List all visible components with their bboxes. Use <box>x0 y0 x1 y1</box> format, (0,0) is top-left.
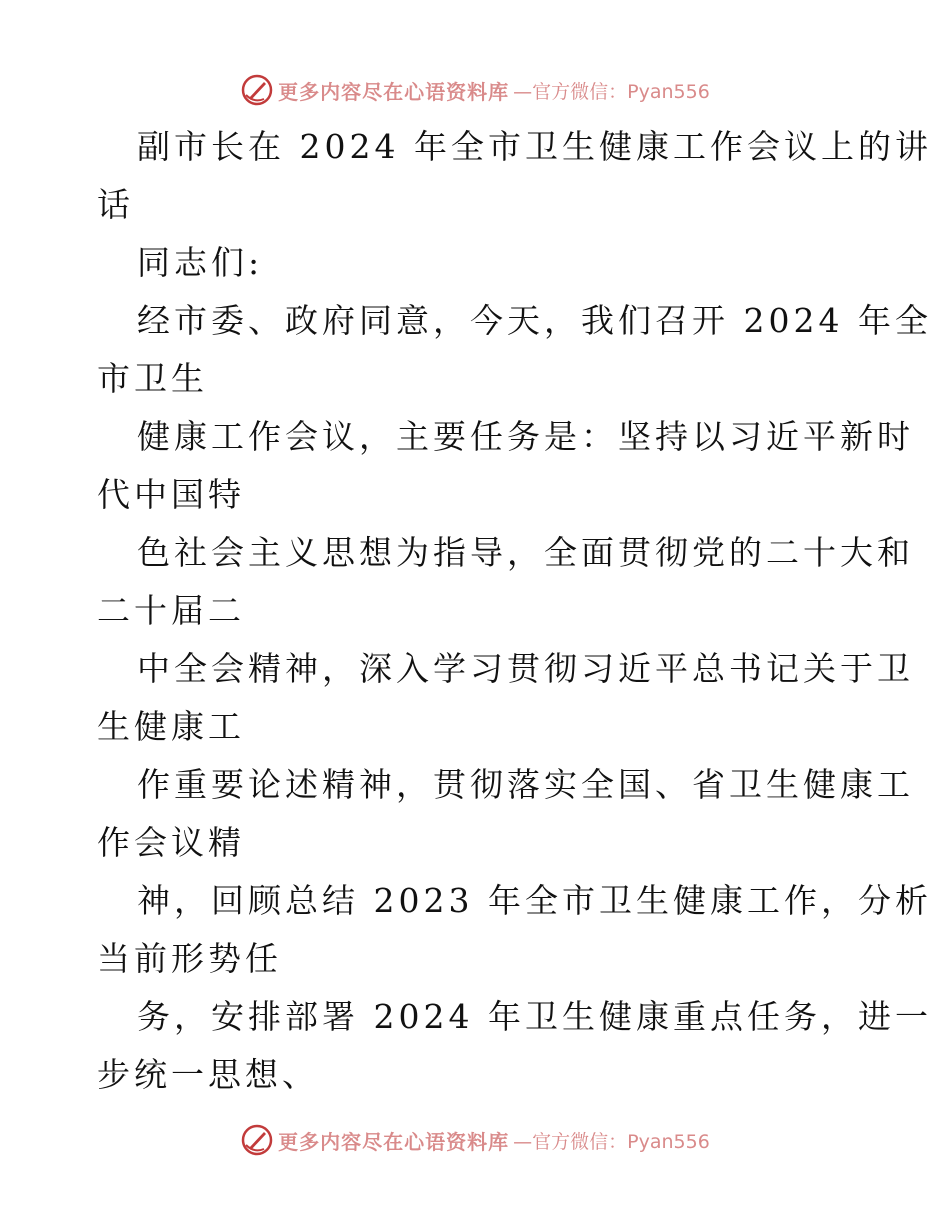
text-line: 当前形势任 <box>97 939 282 978</box>
text-line: 中全会精神，深入学习贯彻习近平总书记关于卫 <box>137 649 914 688</box>
banner-wechat-text: —官方微信：Pyan556 <box>513 1130 710 1153</box>
text-line: 务，安排部署 2024 年卫生健康重点任务，进一 <box>137 997 932 1036</box>
title-line-2: 话 <box>97 185 134 224</box>
text-line: 色社会主义思想为指导，全面贯彻党的二十大和 <box>137 533 914 572</box>
feather-pen-icon <box>240 73 274 107</box>
banner-wechat-text: —官方微信：Pyan556 <box>513 80 710 103</box>
title-line-1: 副市长在 2024 年全市卫生健康工作会议上的讲 <box>137 127 932 166</box>
text-line: 市卫生 <box>97 359 208 398</box>
text-line: 生健康工 <box>97 707 245 746</box>
header-banner <box>0 70 950 110</box>
text-line: 二十届二 <box>97 591 245 630</box>
banner-site-text: 更多内容尽在心语资料库 <box>278 79 510 104</box>
text-line: 步统一思想、 <box>97 1055 319 1094</box>
text-line: 代中国特 <box>97 475 245 514</box>
document-body <box>97 118 932 1104</box>
text-line: 作重要论述精神，贯彻落实全国、省卫生健康工 <box>137 765 914 804</box>
salutation: 同志们: <box>137 243 264 282</box>
banner-site-text: 更多内容尽在心语资料库 <box>278 1129 510 1154</box>
text-line: 经市委、政府同意，今天，我们召开 2024 年全 <box>137 301 932 340</box>
text-line: 健康工作会议，主要任务是：坚持以习近平新时 <box>137 417 914 456</box>
feather-pen-icon <box>240 1123 274 1157</box>
text-line: 神，回顾总结 2023 年全市卫生健康工作，分析 <box>137 881 932 920</box>
footer-banner <box>0 1120 950 1160</box>
text-line: 作会议精 <box>97 823 245 862</box>
